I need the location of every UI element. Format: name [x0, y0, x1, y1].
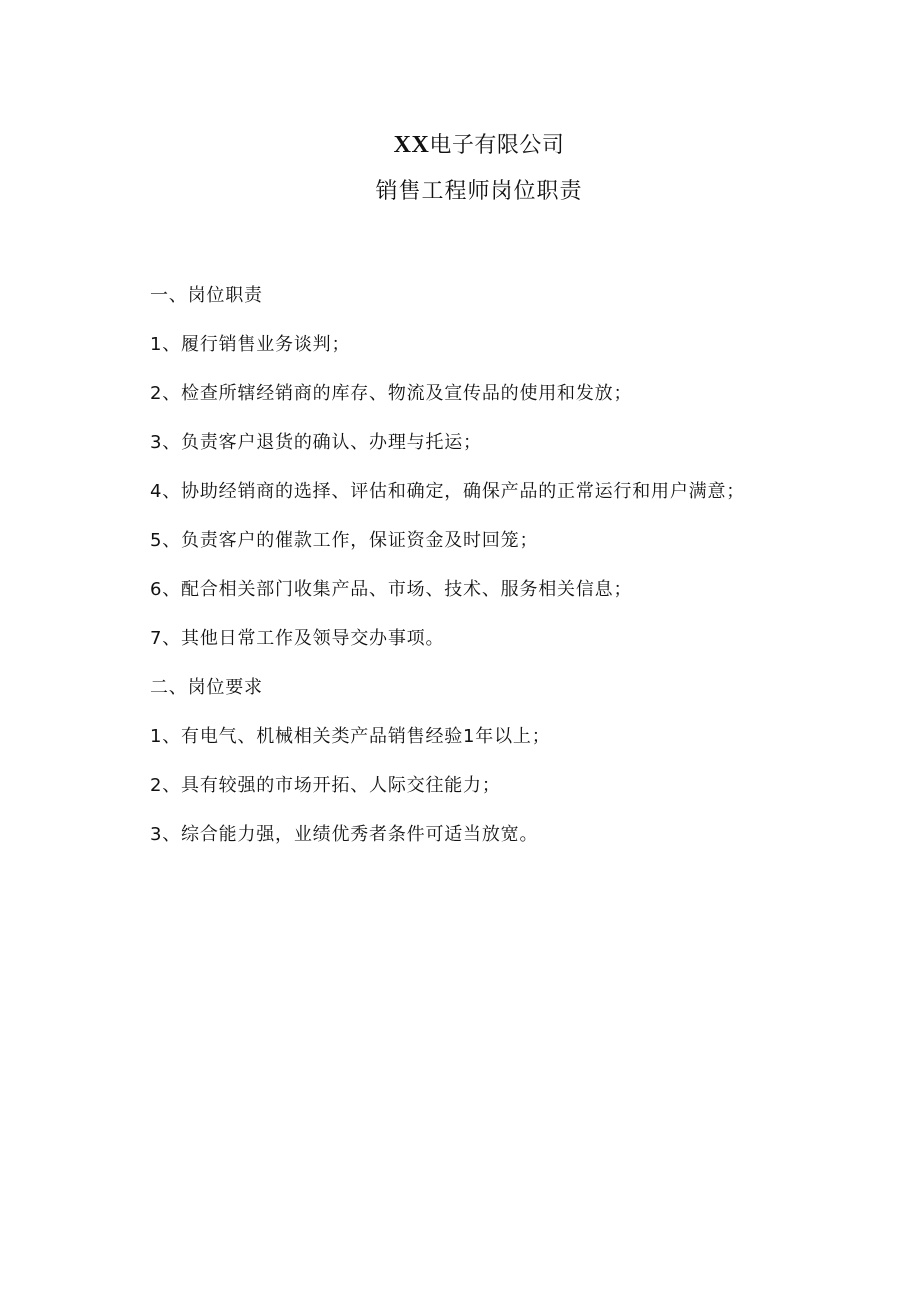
duty-item: 3、负责客户退货的确认、办理与托运； — [150, 432, 482, 453]
duty-item: 7、其他日常工作及领导交办事项。 — [150, 628, 445, 649]
document-title: 销售工程师岗位职责 — [375, 179, 583, 204]
duty-item: 5、负责客户的催款工作，保证资金及时回笼； — [150, 530, 539, 551]
duty-item: 4、协助经销商的选择、评估和确定，确保产品的正常运行和用户满意； — [150, 481, 746, 502]
title-block — [0, 128, 920, 209]
section-heading-requirements: 二、岗位要求 — [150, 677, 263, 698]
duty-item: 1、履行销售业务谈判； — [150, 334, 351, 355]
company-name-rest: 电子有限公司 — [429, 133, 565, 158]
requirement-item: 1、有电气、机械相关类产品销售经验1年以上； — [150, 726, 551, 747]
company-name-prefix: XX — [393, 132, 430, 158]
requirement-item: 2、具有较强的市场开拓、人际交往能力； — [150, 775, 501, 796]
section-heading-duties: 一、岗位职责 — [150, 285, 263, 306]
requirement-item: 3、综合能力强，业绩优秀者条件可适当放宽。 — [150, 824, 539, 845]
duty-item: 6、配合相关部门收集产品、市场、技术、服务相关信息； — [150, 579, 633, 600]
company-name — [0, 128, 920, 163]
duty-item: 2、检查所辖经销商的库存、物流及宣传品的使用和发放； — [150, 383, 633, 404]
document-body — [150, 282, 800, 870]
